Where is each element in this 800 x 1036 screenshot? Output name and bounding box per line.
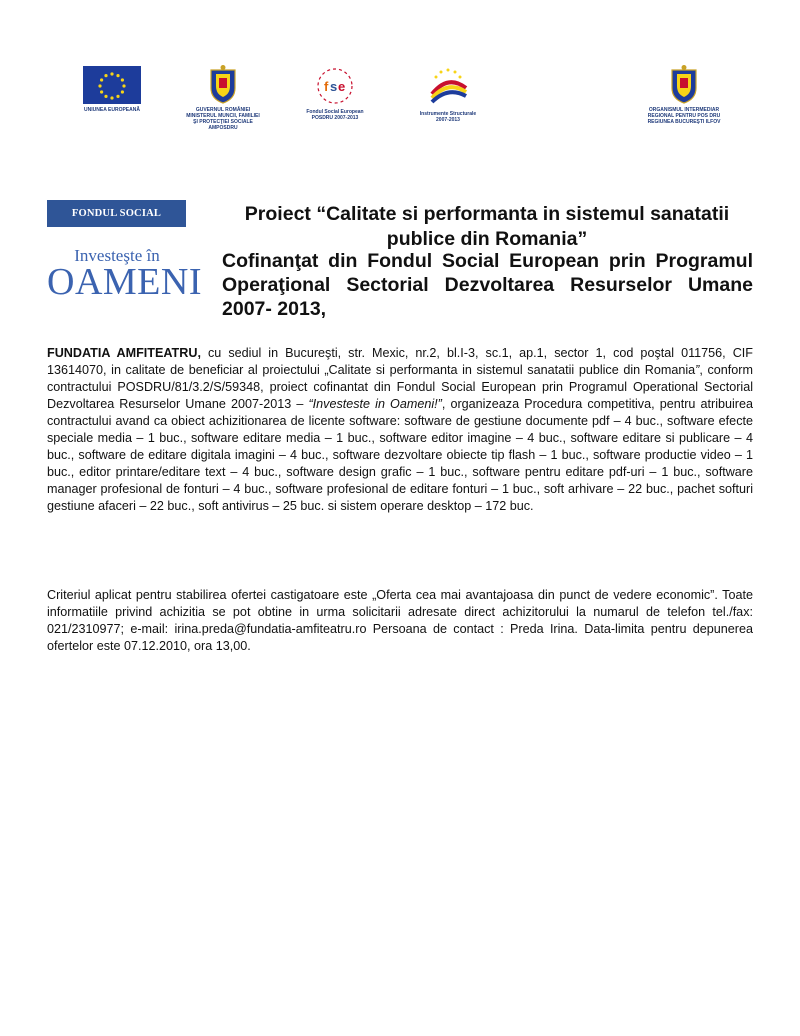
organization-name: FUNDATIA AMFITEATRU, xyxy=(47,346,201,360)
is-logo xyxy=(412,64,484,123)
oi-logo xyxy=(638,64,730,125)
svg-text:e: e xyxy=(338,79,346,94)
eu-caption: UNIUNEA EUROPEANĂ xyxy=(84,107,140,113)
romania-crest-icon xyxy=(669,64,699,104)
oi-caption: ORGANISMUL INTERMEDIAR REGIONAL PENTRU POS DRU REGIUNEA BUCUREŞTI ILFOV xyxy=(647,107,721,125)
invest-oameni: OAMENI xyxy=(47,261,202,303)
paragraph-quote: ” xyxy=(695,363,700,377)
fse-banner: FONDUL SOCIAL EUROPEAN xyxy=(47,200,186,227)
eu-flag-icon xyxy=(83,66,141,104)
romania-crest-icon xyxy=(208,64,238,104)
fse-mark-icon xyxy=(315,66,355,106)
paragraph-criteria: Criteriul aplicat pentru stabilirea ofertei castigatoare este „Oferta cea mai avantajoasa din punct de vedere economic”. Toate informatiile privind achizitia se pot obtine in urma solicitarii adresate direct achizitorului la numarul de telefon tel./fax: 021/2310977; e-mail: irina.preda@fundatia-amfiteatru.ro Persoana de contact : Preda Irina. Data-limita pentru depunerea ofertelor este 07.12.2010, ora 13,00. xyxy=(47,588,753,653)
paragraph-text: , conform contractului POSDRU/81/3.2/S/59348, proiect cofinantat din Fondul Social European prin Programul Operational Sectorial Dezvoltarea Resurselor Umane 2007-2013 – xyxy=(47,363,753,411)
fse-caption: Fondul Social European POSDRU 2007-2013 xyxy=(306,109,364,121)
invest-tagline: Investeşte în xyxy=(74,246,160,265)
fse-logo xyxy=(300,66,370,121)
page-title: Proiect “Calitate si performanta in sistemul sanatatii publice din Romania” xyxy=(244,203,730,250)
logo-strip xyxy=(0,0,800,150)
paragraph-text: , organizeaza Procedura competitiva, pentru atribuirea contractului avand ca obiect achizitionarea de licente software: software de gestiune documente pdf – 4 buc., software efecte speciale media – 1 buc., software editare media – 1 buc., software editor imagine – 4 buc., software editare si publicare – 4 buc., software de editare digitala imagini – 4 buc., software dezvoltare obiecte tip flash – 1 buc., software productie video – 1 buc., editor printare/editare text – 4 buc., software design grafic – 1 buc., software pentru editare pdf-uri – 1 buc., software manager profesional de fonturi – 4 buc., software profesional de editare fonturi – 1 buc., soft arhivare – 22 buc., pachet softuri gestiune afaceri – 22 buc., soft antivirus – 25 buc. si sistem operare desktop – 172 buc. xyxy=(47,397,754,513)
svg-text:s: s xyxy=(330,79,338,94)
paragraph-text: cu sediul in Bucureşti, str. Mexic, nr.2, bl.I-3, sc.1, ap.1, sector 1, cod poştal 011756, CIF 13614070, in calitate de beneficiar al proiectului „Calitate si performanta in sistemul sanatatii publice din Romania xyxy=(47,346,753,377)
paragraph-announcement xyxy=(47,345,753,515)
slogan: “Investeste in Oameni!” xyxy=(308,397,442,411)
svg-text:f: f xyxy=(324,79,329,94)
structural-instruments-icon xyxy=(426,64,470,108)
gov-caption: GUVERNUL ROMÂNIEI MINISTERUL MUNCII, FAMILIEI ŞI PROTECŢIEI SOCIALE AMPOSDRU xyxy=(186,107,260,131)
eu-logo xyxy=(70,66,154,113)
cofinancing-heading: Cofinanţat din Fondul Social European prin Programul Operaţional Sectorial Dezvoltarea Resurselor Umane 2007- 2013, xyxy=(222,250,753,320)
gov-logo xyxy=(178,64,268,131)
is-caption: Instrumente Structurale 2007-2013 xyxy=(419,111,477,123)
